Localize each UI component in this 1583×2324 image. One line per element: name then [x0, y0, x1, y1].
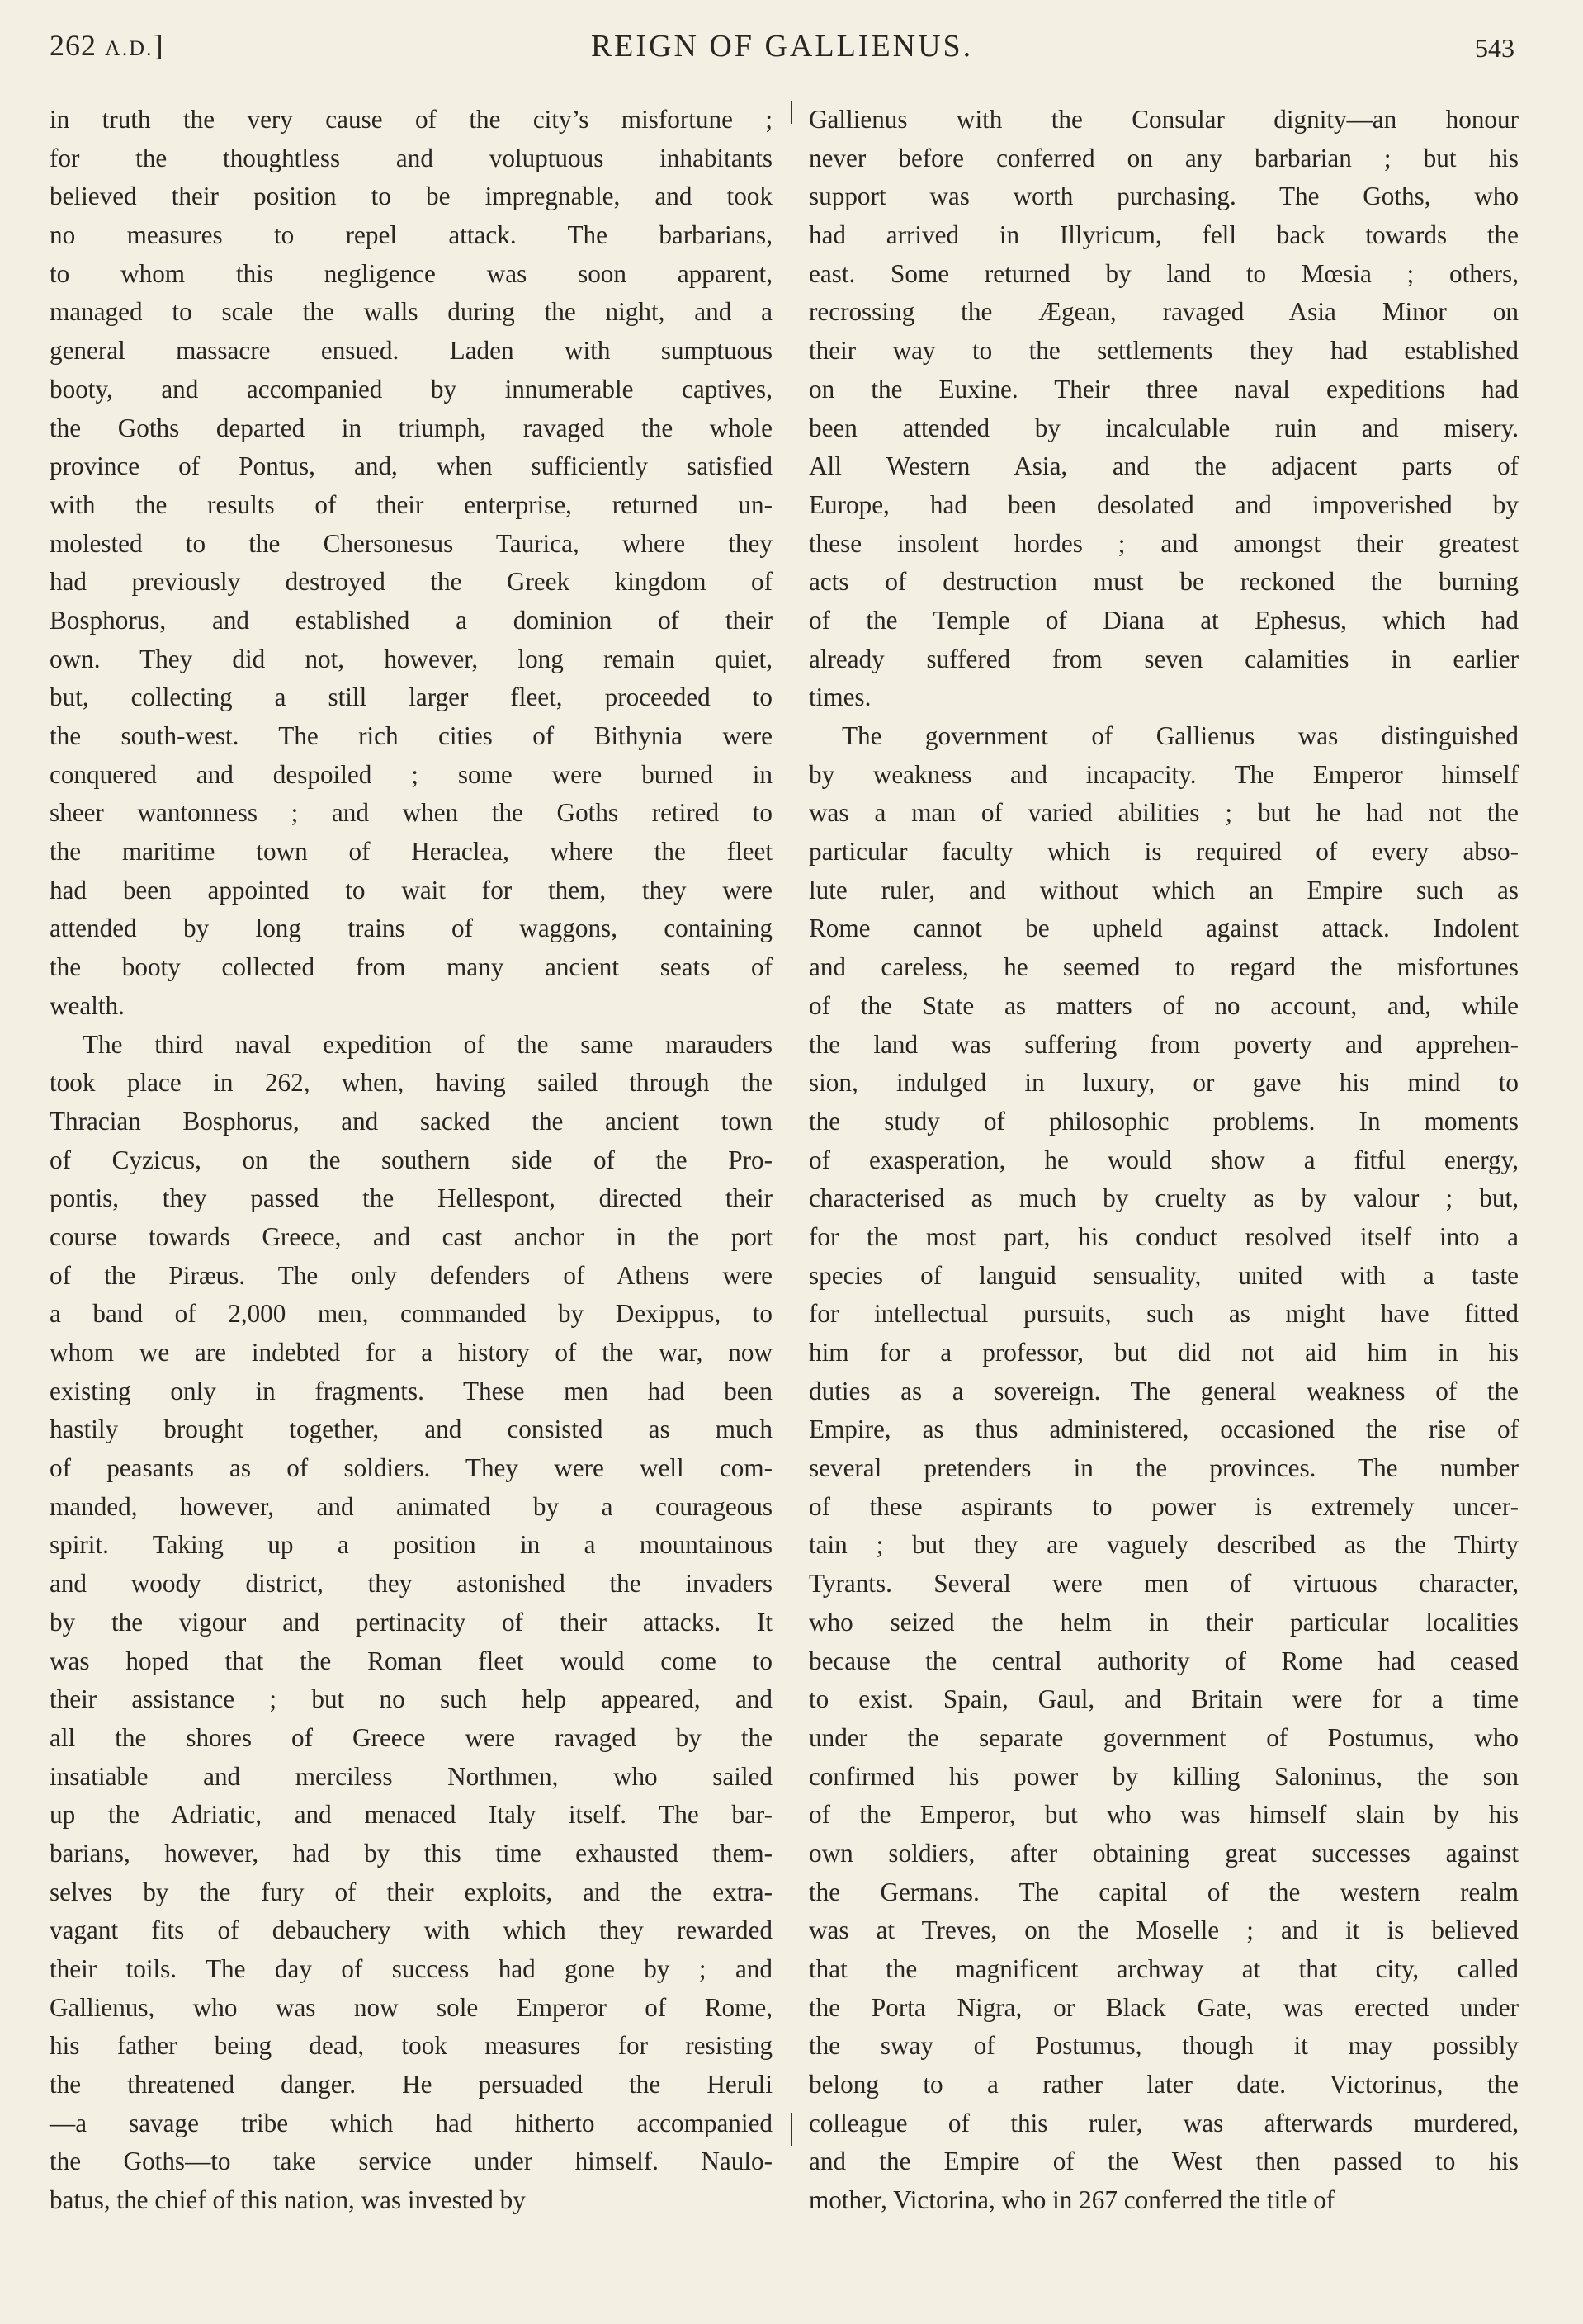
text-line: was hoped that the Roman fleet would come to [50, 1646, 773, 1675]
text-line: vagant fits of debauchery with which they rewarded [50, 1915, 773, 1945]
text-line: wealth. [50, 990, 125, 1020]
text-line: and careless, he seemed to regard the misfortunes [809, 952, 1519, 982]
text-line: belong to a rather later date. Victorinus, the [809, 2070, 1519, 2100]
text-line: had previously destroyed the Greek kingdom of [50, 567, 773, 597]
text-line: acts of destruction must be reckoned the burning [809, 567, 1519, 597]
text-line: times. [809, 683, 872, 712]
text-line: believed their position to be impregnable, and took [50, 182, 773, 211]
text-line: Thracian Bosphorus, and sacked the ancient town [50, 1106, 773, 1136]
text-line: by the vigour and pertinacity of their attacks. It [50, 1607, 773, 1637]
text-line: managed to scale the walls during the night, and a [50, 297, 773, 327]
text-line: the sway of Postumus, though it may possibly [809, 2031, 1519, 2061]
text-line: own soldiers, after obtaining great successes against [809, 1838, 1519, 1868]
text-line: their assistance ; but no such help appeared, and [50, 1684, 773, 1714]
text-line: duties as a sovereign. The general weakness of the [809, 1376, 1519, 1405]
column-divider-top [791, 101, 792, 124]
page-number-left: 262 A.D.] [50, 29, 164, 62]
text-line: of these aspirants to power is extremely uncer- [809, 1491, 1519, 1521]
text-line: the Goths departed in triumph, ravaged the whole [50, 413, 773, 442]
text-line: own. They did not, however, long remain quiet, [50, 644, 773, 673]
text-line: support was worth purchasing. The Goths, who [809, 182, 1519, 211]
text-line: of the Temple of Diana at Ephesus, which had [809, 605, 1519, 635]
text-line: pontis, they passed the Hellespont, directed their [50, 1183, 773, 1213]
text-line: tain ; but they are vaguely described as the Thirty [809, 1530, 1519, 1560]
text-line: confirmed his power by killing Saloninus, the son [809, 1761, 1519, 1791]
text-line: in truth the very cause of the city’s misfortune ; [50, 105, 773, 134]
text-line: of Cyzicus, on the southern side of the Pro- [50, 1145, 773, 1174]
paragraph [809, 101, 1519, 717]
text-line: up the Adriatic, and menaced Italy itself. The bar- [50, 1800, 773, 1830]
text-line: was a man of varied abilities ; but he had not the [809, 798, 1519, 828]
text-line: insatiable and merciless Northmen, who sailed [50, 1761, 773, 1791]
text-line: their way to the settlements they had established [809, 336, 1519, 366]
text-line: to exist. Spain, Gaul, and Britain were for a time [809, 1684, 1519, 1714]
text-line: booty, and accompanied by innumerable captives, [50, 374, 773, 404]
text-line: lute ruler, and without which an Empire such as [809, 875, 1519, 905]
text-line: on the Euxine. Their three naval expeditions had [809, 374, 1519, 404]
text-line: because the central authority of Rome had ceased [809, 1646, 1519, 1675]
text-line: a band of 2,000 men, commanded by Dexippus, to [50, 1299, 773, 1329]
text-line: the threatened danger. He persuaded the Heruli [50, 2070, 773, 2100]
text-line: colleague of this ruler, was afterwards murdered, [809, 2108, 1519, 2137]
text-line: of the Piræus. The only defenders of Athens were [50, 1260, 773, 1290]
text-line: with the results of their enterprise, returned un- [50, 489, 773, 519]
paragraph [809, 717, 1519, 2220]
text-line: Rome cannot be upheld against attack. Indolent [809, 914, 1519, 943]
text-line: several pretenders in the provinces. The number [809, 1453, 1519, 1483]
text-line: the Germans. The capital of the western realm [809, 1877, 1519, 1906]
text-line: the study of philosophic problems. In moments [809, 1106, 1519, 1136]
text-line: molested to the Chersonesus Taurica, where they [50, 528, 773, 558]
text-line: already suffered from seven calamities in earlier [809, 644, 1519, 673]
text-line: east. Some returned by land to Mœsia ; others, [809, 258, 1519, 288]
text-line: sion, indulged in luxury, or gave his mind to [809, 1068, 1519, 1098]
text-line: of the State as matters of no account, and, while [809, 990, 1519, 1020]
text-line: existing only in fragments. These men had been [50, 1376, 773, 1405]
column-divider-bottom [791, 2113, 792, 2146]
text-line: manded, however, and animated by a courageous [50, 1491, 773, 1521]
text-line: selves by the fury of their exploits, and the extra- [50, 1877, 773, 1906]
text-line: been attended by incalculable ruin and misery. [809, 413, 1519, 442]
text-line: the south-west. The rich cities of Bithynia were [50, 721, 773, 750]
text-line: his father being dead, took measures for resisting [50, 2031, 773, 2061]
text-line: Bosphorus, and established a dominion of their [50, 605, 773, 635]
text-line: The government of Gallienus was distinguished [842, 721, 1519, 750]
text-line: Tyrants. Several were men of virtuous character, [809, 1569, 1519, 1599]
left-text-column [50, 101, 773, 2220]
text-line: and woody district, they astonished the invaders [50, 1569, 773, 1599]
text-line: mother, Victorina, who in 267 conferred the title of [809, 2185, 1335, 2215]
text-line: had been appointed to wait for them, they were [50, 875, 773, 905]
text-line: conquered and despoiled ; some were burned in [50, 759, 773, 789]
text-line: him for a professor, but did not aid him in his [809, 1338, 1519, 1367]
page-number-right: 543 [1475, 33, 1514, 63]
text-line: Empire, as thus administered, occasioned the rise of [809, 1415, 1519, 1444]
text-line: of exasperation, he would show a fitful energy, [809, 1145, 1519, 1174]
paragraph [50, 101, 773, 1026]
text-line: barians, however, had by this time exhausted them- [50, 1838, 773, 1868]
text-line: the maritime town of Heraclea, where the fleet [50, 837, 773, 867]
text-line: their toils. The day of success had gone by ; and [50, 1954, 773, 1983]
text-line: all the shores of Greece were ravaged by the [50, 1722, 773, 1752]
text-line: never before conferred on any barbarian ; but his [809, 143, 1519, 172]
text-line: under the separate government of Postumus, who [809, 1722, 1519, 1752]
text-line: the Porta Nigra, or Black Gate, was erected under [809, 1992, 1519, 2022]
text-line: Europe, had been desolated and impoverished by [809, 489, 1519, 519]
text-line: the booty collected from many ancient seats of [50, 952, 773, 982]
text-line: the land was suffering from poverty and apprehen- [809, 1029, 1519, 1059]
text-line: All Western Asia, and the adjacent parts of [809, 451, 1519, 481]
text-line: hastily brought together, and consisted as much [50, 1415, 773, 1444]
text-line: for the thoughtless and voluptuous inhabitants [50, 143, 773, 172]
text-line: took place in 262, when, having sailed through the [50, 1068, 773, 1098]
text-line: characterised as much by cruelty as by valour ; but, [809, 1183, 1519, 1213]
text-line: Gallienus with the Consular dignity—an honour [809, 105, 1519, 134]
text-line: by weakness and incapacity. The Emperor himself [809, 759, 1519, 789]
text-line: batus, the chief of this nation, was invested by [50, 2185, 526, 2215]
text-line: of the Emperor, but who was himself slain by his [809, 1800, 1519, 1830]
text-line: had arrived in Illyricum, fell back towards the [809, 220, 1519, 250]
running-header [50, 28, 1514, 78]
text-line: attended by long trains of waggons, containing [50, 914, 773, 943]
text-line: to whom this negligence was soon apparent, [50, 258, 773, 288]
text-line: province of Pontus, and, when sufficiently satisfied [50, 451, 773, 481]
text-line: for the most part, his conduct resolved itself into a [809, 1221, 1519, 1251]
text-line: course towards Greece, and cast anchor in the port [50, 1221, 773, 1251]
text-line: spirit. Taking up a position in a mountainous [50, 1530, 773, 1560]
text-line: who seized the helm in their particular localities [809, 1607, 1519, 1637]
text-line: recrossing the Ægean, ravaged Asia Minor on [809, 297, 1519, 327]
text-line: these insolent hordes ; and amongst their greatest [809, 528, 1519, 558]
right-text-column [809, 101, 1519, 2220]
text-line: particular faculty which is required of every abso- [809, 837, 1519, 867]
text-line: for intellectual pursuits, such as might have fitted [809, 1299, 1519, 1329]
text-line: general massacre ensued. Laden with sumptuous [50, 336, 773, 366]
text-line: no measures to repel attack. The barbarians, [50, 220, 773, 250]
running-title: REIGN OF GALLIENUS. [590, 29, 974, 64]
text-line: but, collecting a still larger fleet, proceeded to [50, 683, 773, 712]
text-line: The third naval expedition of the same marauders [83, 1029, 773, 1059]
text-line: species of languid sensuality, united with a taste [809, 1260, 1519, 1290]
paragraph [50, 1026, 773, 2220]
text-line: the Goths—to take service under himself. Naulo- [50, 2147, 773, 2176]
text-line: —a savage tribe which had hitherto accompanied [50, 2108, 773, 2137]
text-line: Gallienus, who was now sole Emperor of Rome, [50, 1992, 773, 2022]
text-line: of peasants as of soldiers. They were well com- [50, 1453, 773, 1483]
text-line: was at Treves, on the Moselle ; and it is believed [809, 1915, 1519, 1945]
text-line: whom we are indebted for a history of the war, now [50, 1338, 773, 1367]
text-line: and the Empire of the West then passed to his [809, 2147, 1519, 2176]
text-line: sheer wantonness ; and when the Goths retired to [50, 798, 773, 828]
text-line: that the magnificent archway at that city, called [809, 1954, 1519, 1983]
